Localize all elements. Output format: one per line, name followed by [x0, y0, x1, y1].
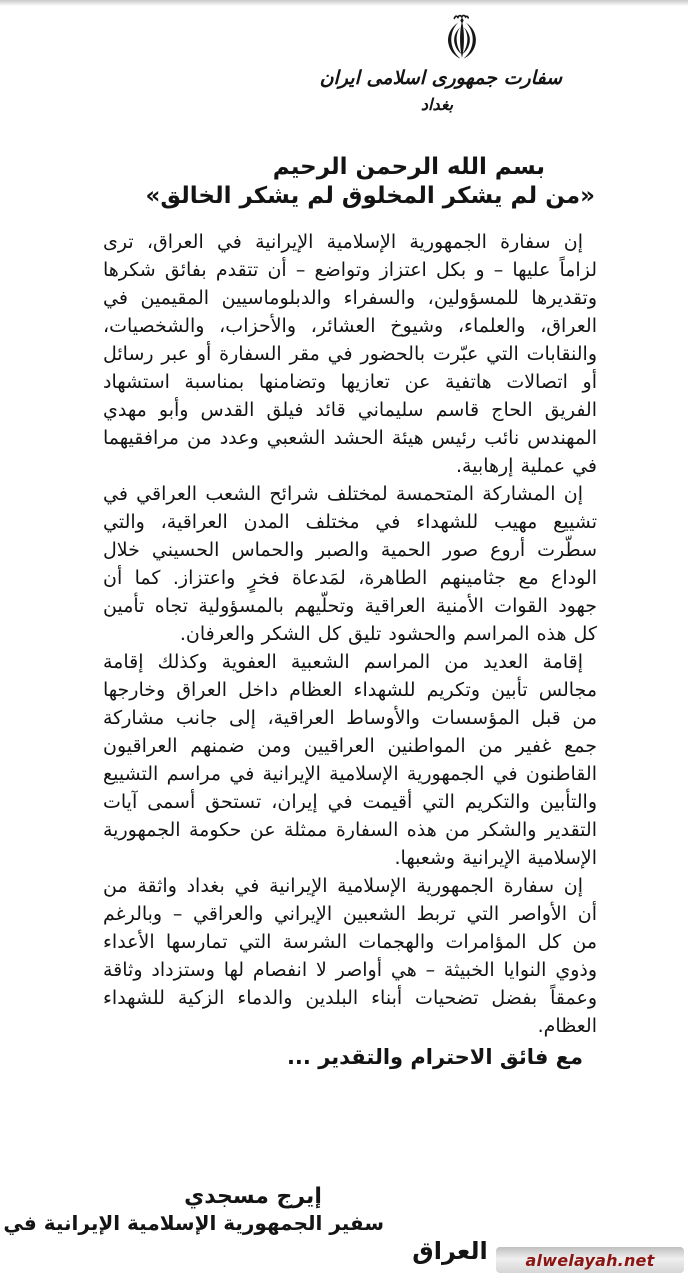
letter-body: [103, 228, 597, 1071]
iran-emblem-icon: [438, 12, 486, 66]
embassy-name: سفارت جمهوری اسلامی ایران: [319, 67, 562, 89]
signature-title-line1: سفير الجمهورية الإسلامية الإيرانية في: [3, 1211, 384, 1235]
closing-salutation: مع فائق الاحترام والتقدير ...: [286, 1045, 584, 1069]
paragraph-bonds: إن سفارة الجمهورية الإسلامية الإيرانية في بغداد واثقة من أن الأواصر التي تربط الشعبين الإيراني والعراقي – وبالرغم من كل المؤامرات والهجمات الشرسة التي تمارسها الأعداء وذوي النوايا الخبيثة – هي أواصر لا انفصام لها وستزداد وثاقة وعمقاً بفضل تضحيات أبناء البلدين والدماء الزكية للشهداء العظام.: [103, 875, 597, 1037]
embassy-city: بغداد: [420, 95, 454, 114]
signature-title-line2: العراق: [412, 1237, 488, 1265]
paragraph-funeral-processions: إن المشاركة المتحمسة لمختلف شرائح الشعب العراقي في تشييع مهيب للشهداء في مختلف المدن العراقية، والتي سطّرت أروع صور الحمية والصبر والحماس الحسيني خلال الوداع مع جثامينهم الطاهرة، لمَدعاة فخرٍ واعتزاز. كما أن جهود القوات الأمنية العراقية وتحلّيهم بالمسؤولية تجاه تأمين كل هذه المراسم والحشود تليق كل الشكر والعرفان.: [103, 483, 597, 645]
basmala-line: بسم الله الرحمن الرحيم: [272, 154, 545, 180]
document-heading: [91, 153, 597, 211]
paragraph-memorial-ceremonies: إقامة العديد من المراسم الشعبية العفوية وكذلك إقامة مجالس تأبين وتكريم للشهداء العظام داخل العراق وخارجها من قبل المؤسسات والأوساط العراقية، إلى جانب مشاركة جمع غفير من المواطنين العراقيين ومن ضمنهم العراقيون القاطنون في الجمهورية الإسلامية الإيرانية في مراسم التشييع والتأبين والتكريم التي أقيمت في إيران، تستحق أسمى آيات التقدير والشكر من هذه السفارة ممثلة عن حكومة الجمهورية الإسلامية الإيرانية وشعبها.: [103, 651, 597, 869]
scan-top-edge: [0, 0, 688, 6]
watermark-text: alwelayah.net: [525, 1250, 655, 1270]
signature-name: إيرج مسجدي: [184, 1184, 322, 1209]
watermark-badge: [496, 1247, 684, 1273]
hadith-quote-line: «من لم يشكر المخلوق لم يشكر الخالق»: [145, 183, 595, 209]
paragraph-thanks: إن سفارة الجمهورية الإسلامية الإيرانية في العراق، ترى لزاماً عليها – و بكل اعتزاز وتواضع – أن تتقدم بفائق شكرها وتقديرها للمسؤولين، والسفراء والدبلوماسيين المقيمين في العراق، والعلماء، وشيوخ العشائر، والأحزاب، والشخصيات، والنقابات التي عبّرت بالحضور في مقر السفارة أو عبر رسائل أو اتصالات هاتفية عن تعازيها وتضامنها بمناسبة استشهاد الفريق الحاج قاسم سليماني قائد فيلق القدس وأبو مهدي المهندس نائب رئيس هيئة الحشد الشعبي وعدد من مرافقيهما في عملية إرهابية.: [103, 231, 597, 477]
letterhead: [319, 12, 562, 114]
